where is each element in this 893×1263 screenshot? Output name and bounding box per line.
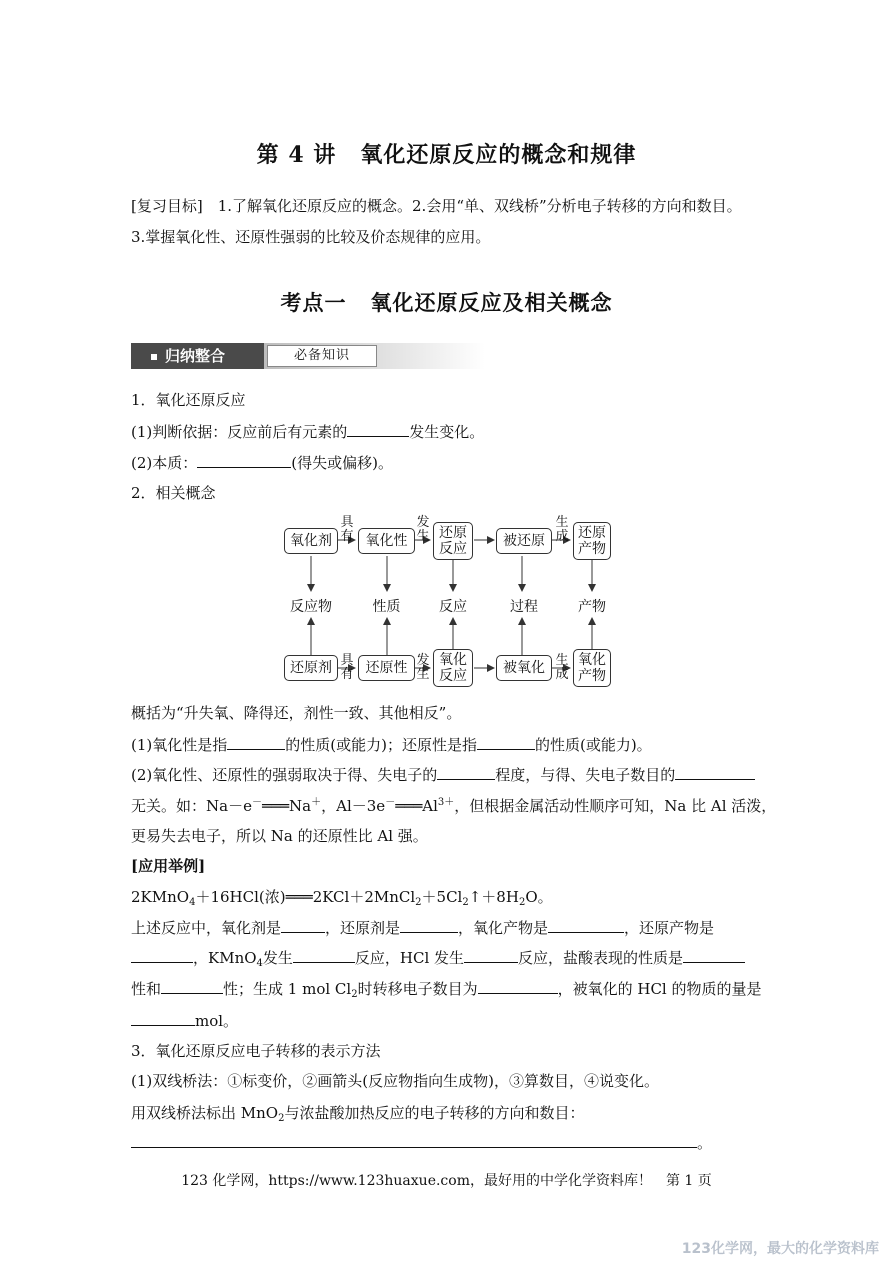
knowledge-banner <box>131 343 485 369</box>
banner-dark: 归纳整合 <box>131 343 264 369</box>
label-gen-bottom: 生成 <box>555 653 569 682</box>
blank <box>161 978 223 994</box>
lecture-name: 氧化还原反应的概念和规律 <box>360 142 637 168</box>
summary-s2: (2)氧化性、还原性的强弱取决于得、失电子的 程度，与得、失电子数目的 <box>131 764 755 785</box>
label-process: 过程 <box>510 599 538 615</box>
blank <box>675 764 755 780</box>
item3-p2: 用双线桥法标出 MnO$_2$与浓盐酸加热反应的电子转移的方向和数目： <box>131 1104 585 1124</box>
blank <box>131 1010 195 1026</box>
blank <box>227 734 285 750</box>
label-occur-top: 发生 <box>416 515 430 544</box>
box-oxidation-reaction: 氧化反应 <box>433 649 473 687</box>
page-footer: 123 化学网，https://www.123huaxue.com，最好用的中学化学资料库！ 第 1 页 <box>181 1173 712 1189</box>
blank <box>293 947 355 963</box>
review-goals-line1: [复习目标] 1.了解氧化还原反应的概念。2.会用“单、双线桥”分析电子转移的方向和数目。 <box>131 197 742 215</box>
lecture-number: 第 4 讲 <box>256 142 337 168</box>
blank <box>683 947 745 963</box>
label-have-bottom: 具有 <box>340 653 354 682</box>
item1-heading: 1．氧化还原反应 <box>131 391 246 409</box>
blank <box>437 764 495 780</box>
label-occur-bottom: 发生 <box>416 653 430 682</box>
item3-p1: (1)双线桥法：①标变价，②画箭头(反应物指向生成物)，③算数目，④说变化。 <box>131 1072 659 1090</box>
box-oxidant: 氧化剂 <box>284 528 338 554</box>
box-oxidation-product: 氧化产物 <box>573 649 611 687</box>
item1-p2: (2)本质： (得失或偏移)。 <box>131 454 393 472</box>
box-reduced: 被还原 <box>496 528 552 554</box>
blank <box>131 1132 697 1148</box>
square-icon <box>151 354 157 360</box>
blank <box>548 917 624 933</box>
watermark: 123化学网，最大的化学资料库 <box>681 1241 879 1257</box>
review-goals-line2: 3.掌握氧化性、还原性强弱的比较及价态规律的应用。 <box>131 228 491 246</box>
example-q2: ，KMnO$_4$发生 反应，HCl 发生 反应，盐酸表现的性质是 <box>131 947 745 968</box>
label-gen-top: 生成 <box>555 515 569 544</box>
label-reaction: 反应 <box>439 599 467 615</box>
summary-intro: 概括为“升失氧、降得还，剂性一致、其他相反”。 <box>131 704 462 722</box>
item3-heading: 3．氧化还原反应电子转移的表示方法 <box>131 1042 381 1060</box>
item1-p1: (1)判断依据：反应前后有元素的 发生变化。 <box>131 423 485 441</box>
example-heading: [应用举例] <box>131 857 206 875</box>
concept-diagram <box>280 515 620 693</box>
item3-answer-line: 。 <box>131 1132 712 1153</box>
box-reducing: 还原性 <box>358 655 415 681</box>
box-reduction-product: 还原产物 <box>573 522 611 560</box>
section-title <box>0 287 893 317</box>
box-reduction-reaction: 还原反应 <box>433 522 473 560</box>
blank <box>197 452 291 468</box>
item2-heading: 2．相关概念 <box>131 484 216 502</box>
banner-light: 必备知识 <box>267 345 377 367</box>
blank <box>400 917 458 933</box>
label-have-top: 具有 <box>340 515 354 544</box>
box-oxidized: 被氧化 <box>496 655 552 681</box>
section-name: 氧化还原反应及相关概念 <box>370 290 613 315</box>
summary-s4: 更易失去电子，所以 Na 的还原性比 Al 强。 <box>131 827 428 845</box>
example-q1: 上述反应中，氧化剂是 ，还原剂是 ，氧化产物是 ，还原产物是 <box>131 919 715 937</box>
blank <box>131 947 193 963</box>
label-property: 性质 <box>372 599 401 615</box>
label-product: 产物 <box>578 599 606 615</box>
example-q3: 性和 性；生成 1 mol $Cl_2$时转移电子数目为 ，被氧化的 HCl 的物质的量是 <box>131 980 762 1000</box>
section-label: 考点一 <box>280 290 347 315</box>
blank <box>464 947 518 963</box>
blank <box>347 421 409 437</box>
summary-s3: 无关。如：Na－e－═══Na＋，$Al-3e^-═══Al^{3+}$，但根据金属活动性顺序可知，Na 比 Al 活泼， <box>131 797 777 815</box>
example-q4: mol。 <box>131 1010 238 1031</box>
box-oxidizing: 氧化性 <box>358 528 415 554</box>
label-reactant: 反应物 <box>290 599 332 615</box>
blank <box>478 978 558 994</box>
blank <box>477 734 535 750</box>
blank <box>281 917 325 933</box>
example-equation: 2KMnO$_4$＋16HCl(浓)$═══2KCl+2MnCl_2+5Cl_2↑+8H_2O$。 <box>131 888 553 908</box>
box-reductant: 还原剂 <box>284 655 338 681</box>
summary-s1: (1)氧化性是指 的性质(或能力)；还原性是指 的性质(或能力)。 <box>131 736 652 754</box>
page-title <box>0 138 893 169</box>
